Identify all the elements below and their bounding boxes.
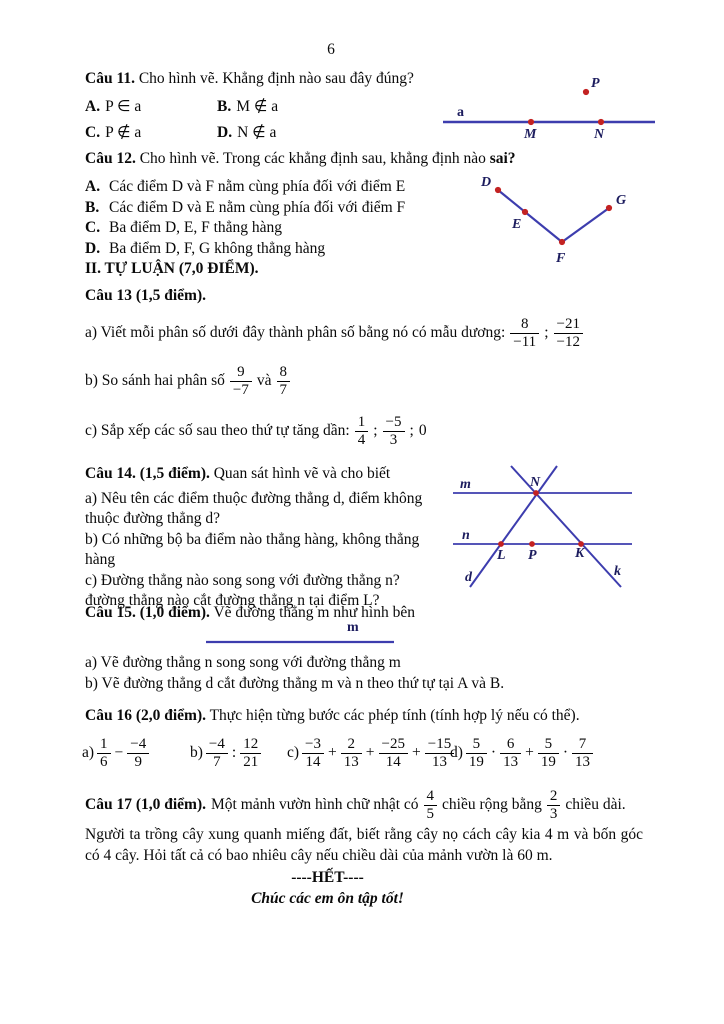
segment-DF: [498, 190, 562, 242]
q12-option-b-label: B.: [85, 198, 100, 216]
q15-title-text: Vẽ đường thẳng m như hình bên: [209, 604, 415, 621]
q11-option-b: [217, 97, 278, 116]
label-N: N: [594, 127, 605, 142]
point-L: [498, 541, 504, 547]
q15-part-a: a) Vẽ đường thẳng n song song với đường thẳng m: [85, 654, 401, 671]
q11-option-a: [85, 97, 141, 116]
segment-FG: [562, 208, 609, 242]
q16-expression-c: [287, 729, 454, 777]
label-m: m: [347, 620, 359, 635]
q16d-fraction-2: $\frac{6}{13}$: [500, 736, 521, 771]
q13a-text: a) Viết mỗi phân số dưới đây thành phân số bằng nó có mẫu dương:: [85, 324, 506, 341]
q17-pre-text: Một mảnh vườn hình chữ nhật có: [210, 796, 419, 813]
q16d-operator-2: +: [525, 744, 534, 761]
q14-part-b: b) Có những bộ ba điểm nào thẳng hàng, không thẳng hàng: [85, 530, 420, 568]
q14-part-c: c) Đường thẳng nào song song với đường thẳng n? đường thẳng nào cắt đường thẳng n tại điểm L?: [85, 571, 400, 609]
q11-title: [85, 70, 414, 88]
q16-expression-a: [82, 729, 149, 777]
q13c-tail: 0: [418, 422, 427, 439]
q11-title-number: Câu 11.: [85, 70, 135, 87]
point-P: [583, 89, 589, 95]
q16-title: [85, 707, 580, 725]
point-F: [559, 239, 565, 245]
q17-fraction-1: $\frac{4}{5}$: [424, 788, 438, 823]
q12-title-text: Cho hình vẽ. Trong các khẳng định sau, khẳng định nào: [135, 150, 490, 167]
label-L: L: [497, 548, 506, 563]
q13b-mid-text: và: [256, 372, 272, 389]
q16-title-text: Thực hiện từng bước các phép tính (tính hợp lý nếu có thể).: [205, 707, 580, 724]
q12-title-number: Câu 12.: [85, 150, 136, 167]
q14-part-a: a) Nêu tên các điểm thuộc đường thẳng d, điểm không thuộc đường thẳng d?: [85, 489, 423, 527]
label-d: d: [465, 570, 472, 585]
q12-option-c: [85, 218, 465, 239]
q12-options: [85, 177, 465, 259]
q14-block: [85, 464, 437, 612]
q16d-fraction-1: $\frac{5}{19}$: [466, 736, 487, 771]
point-G: [606, 205, 612, 211]
q13-part-a: [85, 311, 583, 355]
q13a-fraction-1: $\frac{8}{-11}$: [510, 316, 539, 351]
q16-expression-d: [450, 729, 593, 777]
line-k: [511, 466, 621, 587]
q16c-fraction-3: $\frac{-25}{14}$: [379, 736, 408, 771]
q16d-fraction-4: $\frac{7}{13}$: [572, 736, 593, 771]
label-F: F: [556, 251, 566, 266]
label-P: P: [528, 548, 537, 563]
q11-figure: [435, 62, 665, 142]
q16c-operator-3: +: [411, 744, 421, 761]
q11-option-d-label: D.: [217, 124, 233, 141]
label-m: m: [460, 477, 471, 492]
q17-fraction-2: $\frac{2}{3}$: [547, 788, 561, 823]
q16b-label: b): [190, 744, 203, 761]
q11-option-d-text: N ∉ a: [237, 124, 277, 141]
q12-option-d: [85, 239, 465, 260]
q13a-separator: ;: [544, 324, 549, 341]
q16c-operator-2: +: [365, 744, 375, 761]
q16a-label: a): [82, 744, 95, 761]
q12-option-b: [85, 198, 465, 219]
label-k: k: [614, 564, 621, 579]
q16b-fraction-2: $\frac{12}{21}$: [240, 736, 261, 771]
q16-expression-b: [190, 729, 261, 777]
q12-option-a-text: Các điểm D và F nằm cùng phía đối với điểm E: [109, 178, 406, 195]
q13-part-b: [85, 359, 290, 403]
closing-wish: Chúc các em ôn tập tốt!: [251, 890, 404, 907]
point-N: [533, 490, 539, 496]
q11-option-c: [85, 123, 141, 142]
point-M: [528, 119, 534, 125]
label-N: N: [530, 475, 541, 490]
label-G: G: [616, 193, 627, 208]
q15-parts: [85, 652, 504, 694]
q16c-fraction-2: $\frac{2}{13}$: [341, 736, 362, 771]
q12-option-d-label: D.: [85, 239, 101, 257]
q17-block: [85, 786, 643, 866]
q17-title-number: Câu 17 (1,0 điểm).: [85, 796, 206, 813]
q17-body: Người ta trồng cây xung quanh miếng đất, biết rằng cây nọ cách cây kia 4 m và bốn góc có 4 cây. Hỏi tất cả có bao nhiêu cây nếu chiều dài của mảnh vườn là 60 m.: [85, 826, 643, 864]
q12-option-d-text: Ba điểm D, F, G không thẳng hàng: [109, 239, 326, 257]
q16a-fraction-1: $\frac{1}{6}$: [97, 736, 111, 771]
q12-title: [85, 150, 516, 168]
q13c-separator-1: ;: [373, 422, 378, 439]
q11-option-a-text: P ∈ a: [105, 98, 142, 115]
q14-figure: [440, 455, 705, 600]
q12-option-c-text: Ba điểm D, E, F thẳng hàng: [109, 219, 283, 236]
q16c-operator-1: +: [328, 744, 337, 761]
q12-option-c-label: C.: [85, 219, 101, 236]
q13c-fraction-2: $\frac{-5}{3}$: [383, 414, 405, 449]
q13b-fraction-2: $\frac{8}{7}$: [277, 364, 291, 399]
q12-option-b-text: Các điểm D và E nằm cùng phía đối với điểm F: [109, 198, 406, 216]
q11-option-b-label: B.: [217, 98, 232, 115]
q16c-fraction-4: $\frac{-15}{13}$: [425, 736, 454, 771]
page-number: 6: [327, 41, 335, 58]
q17-post-text: chiều dài.: [565, 796, 626, 813]
q14-title: [85, 464, 437, 485]
q13-part-c: [85, 409, 427, 453]
label-E: E: [512, 217, 522, 232]
q11-option-a-label: A.: [85, 98, 101, 115]
q13c-separator-2: ;: [409, 422, 414, 439]
q16d-label: d): [450, 744, 463, 761]
q15-title-number: Câu 15. (1,0 điểm).: [85, 604, 210, 621]
q14-title-number: Câu 14. (1,5 điểm).: [85, 465, 210, 482]
q16d-operator-1: ·: [490, 744, 497, 761]
q16a-operator-1: −: [114, 744, 124, 761]
label-a: a: [457, 105, 464, 120]
q15-figure: [200, 618, 410, 646]
q12-option-a: [85, 177, 465, 198]
q12-option-a-label: A.: [85, 178, 101, 195]
q13c-fraction-1: $\frac{1}{4}$: [355, 414, 369, 449]
q14-title-text: Quan sát hình vẽ và cho biết: [209, 465, 391, 482]
q16b-operator-1: :: [231, 744, 237, 761]
q16d-operator-3: ·: [562, 744, 569, 761]
label-M: M: [524, 127, 537, 142]
q11-option-c-label: C.: [85, 124, 101, 141]
point-E: [522, 209, 528, 215]
q17-title-line: [85, 786, 643, 824]
q16c-fraction-1: $\frac{-3}{14}$: [302, 736, 324, 771]
q17-mid-text: chiều rộng bằng: [442, 796, 542, 813]
q12-figure: [475, 170, 640, 265]
point-N: [598, 119, 604, 125]
label-K: K: [575, 546, 585, 561]
q16-title-number: Câu 16 (2,0 điểm).: [85, 707, 206, 724]
q13b-text: b) So sánh hai phân số: [85, 372, 225, 389]
q16b-fraction-1: $\frac{-4}{7}$: [206, 736, 228, 771]
label-D: D: [481, 175, 492, 190]
q11-title-text: Cho hình vẽ. Khẳng định nào sau đây đúng?: [134, 70, 414, 87]
q16d-fraction-3: $\frac{5}{19}$: [538, 736, 559, 771]
q13b-fraction-1: $\frac{9}{-7}$: [230, 364, 252, 399]
q16a-fraction-2: $\frac{-4}{9}$: [127, 736, 149, 771]
point-P: [529, 541, 535, 547]
q11-option-d: [217, 123, 276, 142]
label-n: n: [462, 528, 470, 543]
q11-option-c-text: P ∉ a: [105, 124, 142, 141]
q13c-text: c) Sắp xếp các số sau theo thứ tự tăng dần:: [85, 422, 350, 439]
q11-option-b-text: M ∉ a: [236, 98, 279, 115]
q13-heading: Câu 13 (1,5 điểm).: [85, 287, 206, 304]
q15-part-b: b) Vẽ đường thẳng d cắt đường thẳng m và n theo thứ tự tại A và B.: [85, 675, 505, 692]
point-D: [495, 187, 501, 193]
q13a-fraction-2: $\frac{-21}{-12}$: [554, 316, 583, 351]
section-2-heading: II. TỰ LUẬN (7,0 ĐIỂM).: [85, 260, 259, 277]
line-d: [470, 466, 557, 587]
end-marker: ----HẾT----: [291, 869, 364, 886]
q16-expressions: [82, 729, 682, 777]
q12-title-emph: sai?: [489, 150, 516, 167]
q16c-label: c): [287, 744, 300, 761]
label-P: P: [591, 76, 600, 91]
footer: [85, 867, 570, 909]
